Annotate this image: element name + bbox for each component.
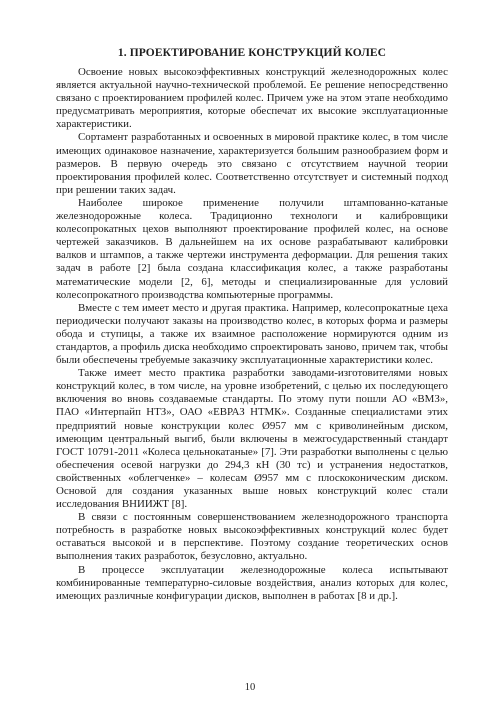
body-text [56,66,448,603]
section-title: 1. ПРОЕКТИРОВАНИЕ КОНСТРУКЦИЙ КОЛЕС [117,47,387,59]
paragraph: В процессе эксплуатации железнодорожные колеса испытывают комбинированные температурно-силовые воздействия, анализ которых для колес, имеющих различные конфигурации дисков, выполнен в работах [8 и др.]. [56,563,448,602]
paragraph: Наиболее широкое применение получили штампованно-катаные железнодорожные колеса. Традиционно технологи и калибровщики колесопрокатных цехов выполняют проектирование профилей колес, на основе чертежей заказчиков. В дальнейшем на их основе разрабатывают калибровки валков и штампов, а также чертежи инструмента деформации. Для решения таких задач в работе [2] была создана классификация колес, а также разработаны математические модели [2, 6], методы и специализированные для условий колесопрокатного производства компьютерные программы. [56,196,448,301]
paragraph: Также имеет место практика разработки заводами-изготовителями новых конструкций колес, в том числе, на уровне изобретений, с целью их последующего включения во вновь создаваемые стандарты. По этому пути пошли АО «ВМЗ», ПАО «Интерпайп НТЗ», ОАО «ЕВРАЗ НТМК». Созданные специалистами этих предприятий новые конструкции колес Ø957 мм с криволинейным диском, имеющим центральный выгиб, были включены в межгосударственный стандарт ГОСТ 10791-2011 «Колеса цельнокатаные» [7]. Эти разработки выполнены с целью обеспечения осевой нагрузки до 294,3 кН (30 тс) и устранения недостатков, свойственных «облегченке» – колесам Ø957 мм с плоскоконическим диском. Основой для создания указанных выше новых конструкций колес стали исследования ВНИИЖТ [8]. [56,367,448,511]
paragraph: Вместе с тем имеет место и другая практика. Например, колесопрокатные цеха периодически получают заказы на производство колес, в которых форма и размеры обода и ступицы, а также их взаимное расположение нормируются одним из стандартов, а профиль диска необходимо спроектировать заново, причем так, чтобы были обеспечены требуемые заказчику эксплуатационные характеристики колес. [56,301,448,367]
paragraph: Освоение новых высокоэффективных конструкций железнодорожных колес является актуальной научно-технической проблемой. Ее решение непосредственно связано с проектированием профилей колес. Причем уже на этом этапе необходимо предусматривать мероприятия, которые обеспечат их высокие эксплуатационные характеристики. [56,66,448,131]
paragraph: В связи с постоянным совершенствованием железнодорожного транспорта потребность в разработке новых высокоэффективных конструкций колес будет оставаться высокой и в перспективе. Поэтому создание теоретических основ выполнения таких разработок, безусловно, актуально. [56,511,448,563]
paragraph: Сортамент разработанных и освоенных в мировой практике колес, в том числе имеющих одинаковое назначение, характеризуется большим разнообразием форм и размеров. В первую очередь это связано с отсутствием научной теории проектирования профилей колес. Соответственно отсутствует и системный подход при решении таких задач. [56,131,448,196]
page-number: 10 [244,682,256,693]
